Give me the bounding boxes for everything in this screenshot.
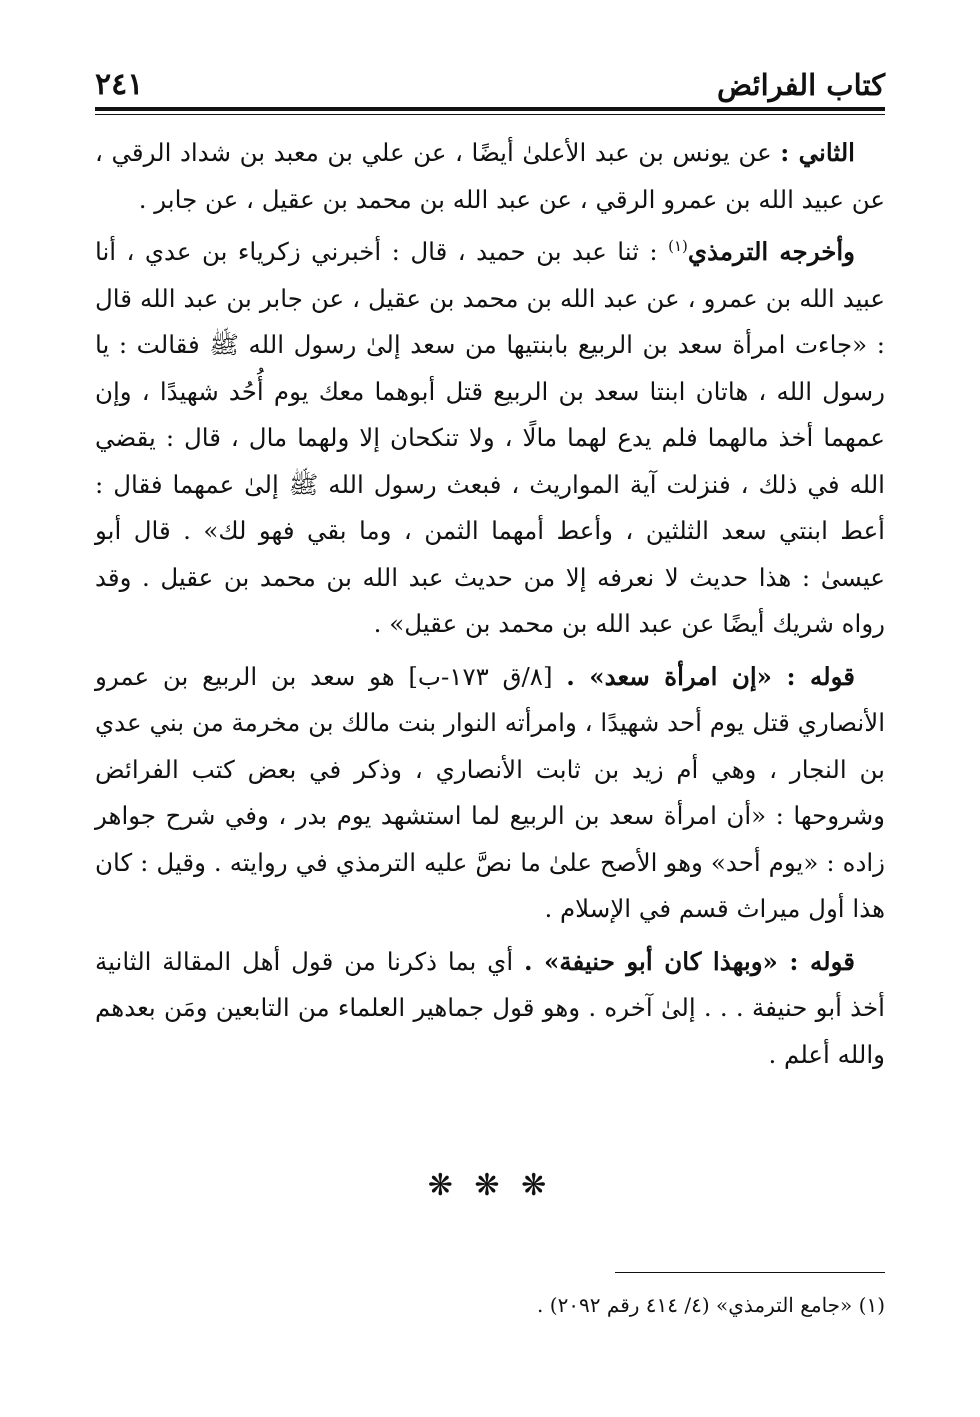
footnote-reference[interactable]: (١) (668, 236, 688, 255)
paragraph-text: [٨/ق ١٧٣-ب] هو سعد بن الربيع بن عمرو الأنصاري قتل يوم أحد شهيدًا ، وامرأته النوار بنت مالك بن مخرمة من بني عدي بن النجار ، وهي أم زيد بن ثابت الأنصاري ، وذكر في بعض كتب الفرائض وشروحها : «أن امرأة سعد بن الربيع لما استشهد يوم بدر ، وفي شرح جواهر زاده : «يوم أحد» وهو الأصح علىٰ ما نصَّ عليه الترمذي في روايته . وقيل : كان هذا أول ميراث قسم في الإسلام . (95, 661, 885, 923)
running-title: كتاب الفرائض (716, 68, 885, 102)
body-text (95, 130, 885, 1084)
paragraph-1 (95, 130, 885, 223)
paragraph-4 (95, 939, 885, 1079)
paragraph-lead: وأخرجه الترمذي (687, 237, 855, 266)
paragraph-3 (95, 654, 885, 933)
paragraph-lead: قوله : «إن امرأة سعد» . (566, 661, 855, 691)
footnote-rule (615, 1272, 885, 1273)
paragraph-text: عن يونس بن عبد الأعلىٰ أيضًا ، عن علي بن معبد بن شداد الرقي ، عن عبيد الله بن عمرو الرقي ، عن عبد الله بن محمد بن عقيل ، عن جابر . (95, 138, 885, 214)
paragraph-text: : ثنا عبد بن حميد ، قال : أخبرني زكرياء بن عدي ، أنا عبيد الله بن عمرو ، عن عبد الله بن محمد بن عقيل ، عن جابر بن عبد الله قال : «جاءت امرأة سعد بن الربيع بابنتيها من سعد إلىٰ رسول الله ﷺ فقالت : يا رسول الله ، هاتان ابنتا سعد بن الربيع قتل أبوهما معك يوم أُحُد شهيدًا ، وإن عمهما أخذ مالهما فلم يدع لهما مالًا ، ولا تنكحان إلا ولهما مال ، قال : يقضي الله في ذلك ، فنزلت آية المواريث ، فبعث رسول الله ﷺ إلىٰ عمهما فقال : أعط ابنتي سعد الثلثين ، وأعط أمهما الثمن ، وما بقي فهو لك» . قال أبو عيسىٰ : هذا حديث لا نعرفه إلا من حديث عبد الله بن محمد بن عقيل . وقد رواه شريك أيضًا عن عبد الله بن محمد بن عقيل» . (95, 237, 885, 638)
paragraph-2 (95, 229, 885, 648)
header-rule-thin (95, 114, 885, 115)
section-divider: ❋ ❋ ❋ (427, 1168, 553, 1203)
page-number: ٢٤١ (95, 67, 144, 102)
paragraph-lead: قوله : «وبهذا كان أبو حنيفة» . (523, 946, 855, 976)
footnote: (١) «جامع الترمذي» (٤/ ٤١٤ رقم ٢٠٩٢) . (537, 1293, 885, 1317)
header-rule (95, 107, 885, 111)
paragraph-text: أي بما ذكرنا من قول أهل المقالة الثانية أخذ أبو حنيفة . . . إلىٰ آخره . وهو قول جماهير العلماء من التابعين ومَن بعدهم والله أعلم . (95, 946, 885, 1069)
page-header (95, 58, 885, 102)
paragraph-lead: الثاني : (780, 138, 855, 167)
